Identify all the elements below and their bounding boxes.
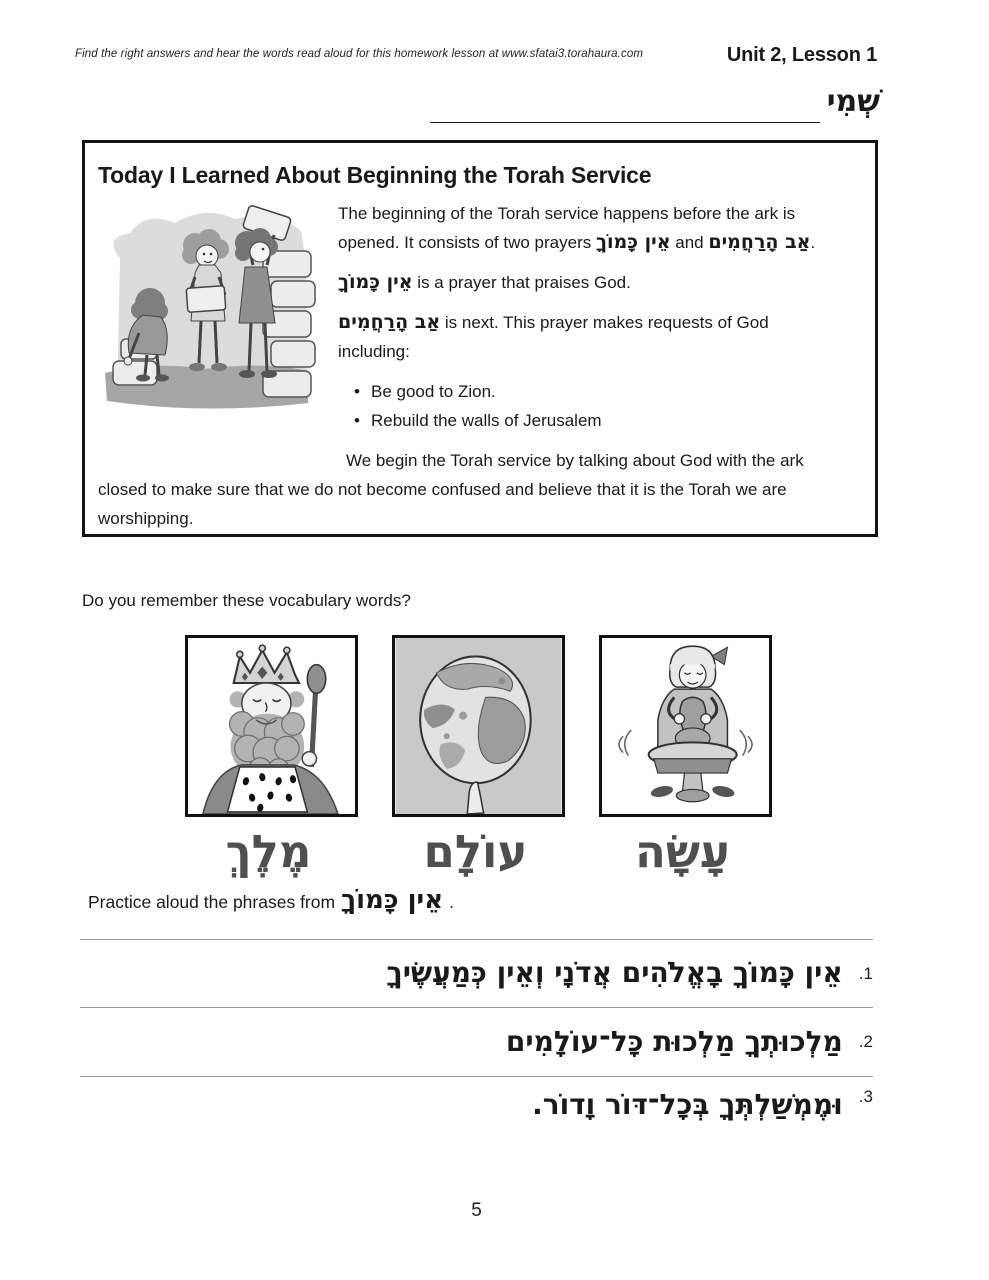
phrase-number: 3. xyxy=(858,1087,873,1106)
p1-text: The beginning of the Torah service happens before the ark is opened. It consists of two prayers xyxy=(338,204,796,252)
bullet-item: • Be good to Zion. xyxy=(354,377,843,406)
p1-hebrew-av-harachamim: אַב הָרַחֲמִים xyxy=(708,231,811,253)
globe-illustration xyxy=(395,638,562,814)
unit-lesson-label: Unit 2, Lesson 1 xyxy=(726,44,877,66)
practice-phrase-list xyxy=(80,939,873,1154)
potter-illustration xyxy=(602,638,769,814)
vocab-image-king xyxy=(185,635,358,817)
p2-text: is a prayer that praises God. xyxy=(412,273,631,292)
phrase-number: 1. xyxy=(858,963,873,983)
p1-hebrew-ein-kamocha: אֵין כָּמוֹךָ xyxy=(595,231,671,253)
vocab-word-olam: עוֹלָם xyxy=(423,825,528,878)
my-name-hebrew-label: שְׁמִי xyxy=(826,84,880,119)
box-paragraph-2 xyxy=(338,268,843,297)
vocab-image-globe xyxy=(392,635,565,817)
vocab-image-potter xyxy=(599,635,772,817)
student-name-blank-line[interactable] xyxy=(430,84,820,123)
homework-url-note: Find the right answers and hear the words read aloud for this homework lesson at www.sfatai3.torahaura.com xyxy=(75,48,643,60)
vocab-word-melech: מֶלֶךְ xyxy=(225,825,312,878)
vocab-word-asah: עָשָׂה xyxy=(635,825,730,878)
p2-hebrew-ein-kamocha: אֵין כָּמוֹךָ xyxy=(338,271,413,293)
p3-hebrew-av-harachamim: אַב הָרַחֲמִים xyxy=(338,311,441,333)
king-illustration xyxy=(188,638,355,814)
wall-builders-illustration xyxy=(95,203,319,417)
practice-prompt-text: Practice aloud the phrases from xyxy=(88,892,336,912)
practice-prompt xyxy=(88,885,454,915)
phrase-number: 2. xyxy=(858,1032,873,1051)
page-number: 5 xyxy=(471,1200,482,1221)
vocab-prompt: Do you remember these vocabulary words? xyxy=(82,591,411,610)
p3-text: is next. This prayer makes requests of God including: xyxy=(338,313,769,361)
phrase-hebrew: מַלְכוּתְךָ מַלְכוּת כָּל־עוֹלָמִים xyxy=(505,1024,843,1058)
lesson-box-title: Today I Learned About Beginning the Torah Service xyxy=(98,162,652,188)
bullet-item: • Rebuild the walls of Jerusalem xyxy=(354,406,843,435)
practice-prompt-period: . xyxy=(449,892,454,912)
lesson-summary-box xyxy=(82,140,878,537)
practice-phrase-row xyxy=(80,1007,873,1076)
practice-phrase-row xyxy=(80,1076,873,1154)
practice-prompt-hebrew: אֵין כָּמוֹךָ xyxy=(341,885,444,915)
phrase-hebrew: וּמֶמְשַׁלְתְּךָ בְּכָל־דּוֹר וָדוֹר. xyxy=(532,1088,843,1121)
box-paragraph-4: We begin the Torah service by talking about God with the ark closed to make sure that we do not become confused and believe that it is the Torah we are worshipping. xyxy=(98,451,804,528)
p1-and: and xyxy=(670,233,709,252)
box-paragraph-1 xyxy=(338,199,843,257)
phrase-hebrew: אֵין כָּמוֹךָ בָאֱלֹהִים אֲדֹנָי וְאֵין כְּמַעֲשֶׂיךָ xyxy=(386,956,843,990)
practice-phrase-row xyxy=(80,939,873,1007)
box-paragraph-3 xyxy=(338,308,843,366)
request-bullet-list xyxy=(354,377,843,435)
p1-period: . xyxy=(810,233,816,252)
